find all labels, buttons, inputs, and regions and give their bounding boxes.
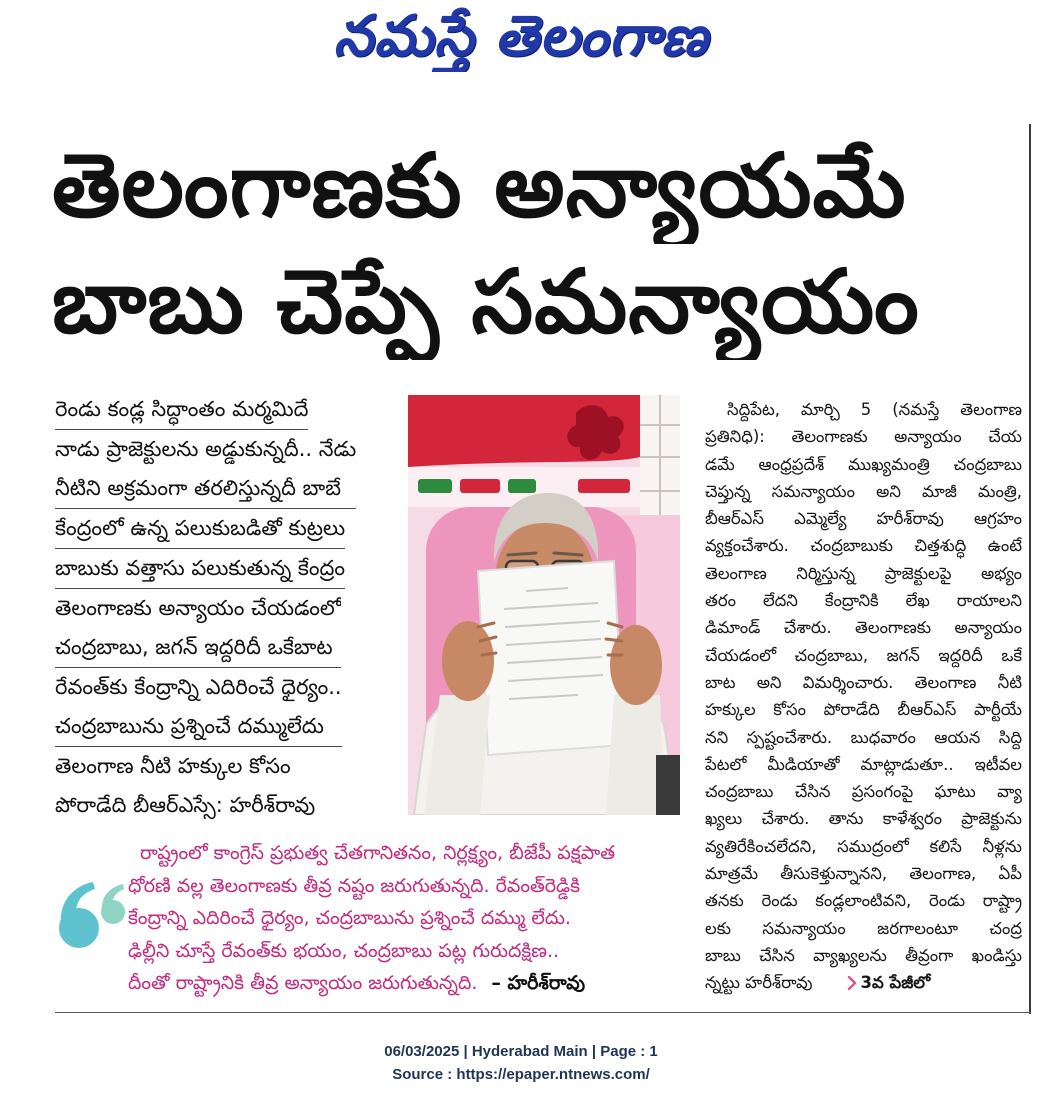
subheading-line: కేంద్రంలో ఉన్న పలుకుబడితో కుట్రలు — [55, 516, 346, 540]
continued-label: 3వ పేజీలో — [860, 973, 931, 993]
article-line: తరం లేదని కేంద్రానికి లేఖ రాయాలని — [705, 591, 1022, 611]
article-line: మాత్రమే తీసుకెళ్తున్నానని, తెలంగాణ, ఏపీ — [705, 864, 1022, 884]
article-line: బాట అని విమర్శించారు. తెలంగాణ నీటి — [705, 672, 1022, 692]
quote-icon — [55, 878, 130, 950]
document-paper — [478, 561, 624, 755]
subheading-line: రేవంత్‌కు కేంద్రాన్ని ఎదిరించే ధైర్యం.. — [55, 675, 342, 699]
masthead-logo: నమస్తే తెలంగాణ — [333, 4, 709, 69]
footer-edition-info: 06/03/2025 | Hyderabad Main | Page : 1 — [384, 1043, 658, 1060]
article-line: పేటలో మీడియాతో మాట్లాడుతూ.. ఇటీవల — [705, 754, 1022, 774]
footer-rule — [55, 1012, 1031, 1013]
subheading-line: పోరాడేది బీఆర్‌ఎస్సే: హరీశ్‌రావు — [55, 793, 316, 817]
article-line: లకు సమన్యాయం జరగాలంటూ చంద్ర — [705, 918, 1022, 938]
subheading-group — [55, 747, 315, 825]
quote-last-line — [128, 967, 676, 1000]
article-line: వ్యతిరేకించలేదని, సముద్రంలో కలిసే నీళ్లను — [705, 836, 1022, 856]
news-photo-illustration — [408, 395, 680, 815]
quote-line: రాష్ట్రంలో కాంగ్రెస్ ప్రభుత్వ చేతగానితనం, నిర్లక్ష్యం, బీజేపీ పక్షపాత — [140, 842, 616, 864]
subheading-group — [55, 430, 356, 509]
article-line: డమే ఆంధ్రప్రదేశ్ ముఖ్యమంత్రి చంద్రబాబు — [705, 454, 1022, 474]
article-line: బాబు చేసిన వ్యాఖ్యలను తీవ్రంగా ఖండిస్తు — [705, 945, 1022, 965]
headline-line-2: బాబు చెప్పే సమన్యాయం — [52, 250, 920, 353]
subheading-line: తెలంగాణ నీటి హక్కుల కోసం — [55, 754, 291, 778]
banner-mark — [418, 479, 452, 493]
headline — [52, 128, 1022, 360]
article-line: తనకు రెండు కండ్లలాంటివని, రెండు రాష్ట్రా — [705, 891, 1022, 911]
banner-mark — [508, 479, 536, 493]
subheading-line: రెండు కండ్ల సిద్ధాంతం మర్మమిదే — [55, 397, 309, 421]
news-photo — [408, 395, 680, 815]
quote-line: ధోరణి వల్ల తెలంగాణకు తీవ్ర నష్టం జరుగుతున్నది. రేవంత్‌రెడ్డికి — [128, 874, 581, 897]
subheading-group — [55, 668, 342, 747]
article-line: బీఆర్‌ఎస్ ఎమ్మెల్యే హరీశ్‌రావు ఆగ్రహం — [705, 509, 1022, 529]
subheading-line: నీటిని అక్రమంగా తరలిస్తున్నదీ బాబే — [55, 476, 341, 500]
article-line: ఖ్యలు చేశారు. తాను కాళేశ్వరం ప్రాజెక్టును — [705, 809, 1022, 829]
subheading-group — [55, 390, 308, 430]
page-right-rule — [1029, 124, 1031, 1014]
quote-line: ఢిల్లీని చూస్తే రేవంత్‌కు భయం, చంద్రబాబు పట్ల గురుదక్షిణ.. — [128, 939, 560, 962]
footer-source: Source : https://epaper.ntnews.com/ — [392, 1066, 650, 1083]
pull-quote — [128, 837, 676, 1003]
article-body — [705, 396, 1022, 1001]
subheading-group — [55, 549, 345, 589]
subheadings-column — [55, 390, 400, 830]
article-line: తెలంగాణ నిర్మిస్తున్న ప్రాజెక్టులపై అభ్యం — [705, 563, 1022, 583]
banner-mark — [460, 479, 500, 493]
subheading-line: చంద్రబాబును ప్రశ్నించే దమ్ములేదు — [55, 714, 324, 738]
quote-line: కేంద్రాన్ని ఎదిరించే ధైర్యం, చంద్రబాబును ప్రశ్నించే దమ్ము లేదు. — [128, 907, 571, 929]
banner-mark — [578, 479, 630, 493]
subheading-line: తెలంగాణకు అన్యాయం చేయడంలో — [55, 596, 342, 620]
subheading-line: చంద్రబాబు, జగన్ ఇద్దరిదీ ఒకేబాట — [55, 635, 333, 659]
continued-on-page — [847, 969, 931, 996]
chevron-right-icon — [847, 976, 857, 990]
article-last-line — [705, 969, 1022, 996]
article-line: సిద్దిపేట, మార్చి 5 (నమస్తే తెలంగాణ — [727, 400, 1022, 419]
article-line: నని స్పష్టంచేశారు. బుధవారం ఆయన సిద్ది — [705, 727, 1022, 747]
subheading-group — [55, 589, 341, 668]
article-line: డిమాండ్ చేశారు. తెలంగాణకు అన్యాయం — [705, 618, 1022, 638]
article-line: చంద్రబాబు చేసిన ప్రసంగంపై ఘాటు వ్యా — [705, 782, 1022, 802]
headline-line-1: తెలంగాణకు అన్యాయమే — [52, 134, 907, 237]
article-line: వ్యక్తంచేశారు. చంద్రబాబుకు చిత్తశుద్ధి ఉంటే — [705, 536, 1022, 556]
subheading-group — [55, 509, 345, 549]
footer — [0, 1040, 1042, 1086]
article-line: చేయడంలో చంద్రబాబు, జగన్ ఇద్దరిదీ ఒకే — [705, 645, 1022, 665]
quote-line: దీంతో రాష్ట్రానికి తీవ్ర అన్యాయం జరుగుతున్నది. — [128, 972, 478, 994]
article-line: చెప్తున్న సమన్యాయం అని మాజీ మంత్రి, — [705, 481, 1022, 501]
subheading-line: బాబుకు వత్తాసు పలుకుతున్న కేంద్రం — [55, 556, 346, 580]
article-line: న్నట్టు హరీశ్‌రావు — [705, 973, 813, 993]
subheading-line: నాడు ప్రాజెక్టులను అడ్డుకున్నదీ.. నేడు — [55, 437, 357, 461]
right-hand — [610, 625, 662, 705]
article-line: ప్రతినిధి): తెలంగాణకు అన్యాయం చేయ — [705, 427, 1022, 447]
left-hand — [442, 621, 494, 701]
right-sleeve — [606, 695, 664, 815]
quote-icon-glyph — [55, 878, 130, 950]
desk-object — [656, 755, 680, 815]
article-line: హక్కుల కోసం పోరాడేది బీఆర్‌ఎస్ పార్టీయే — [705, 700, 1022, 720]
quote-attribution: – హరీశ్‌రావు — [491, 972, 586, 994]
